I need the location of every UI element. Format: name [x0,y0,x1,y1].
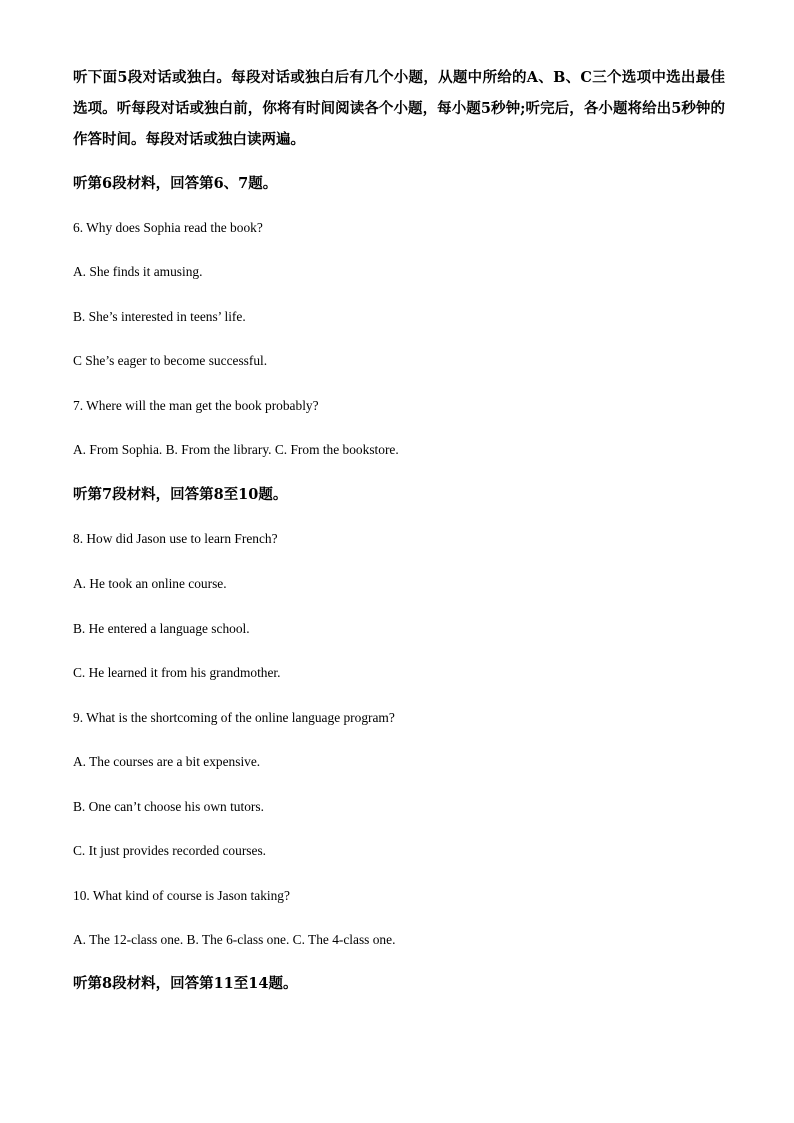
question-10: 10. What kind of course is Jason taking? [73,888,290,903]
question-7-options: A. From Sophia. B. From the library. C. From the bookstore. [73,442,399,457]
instructions-paragraph: 听下面5段对话或独白。每段对话或独白后有几个小题，从题中所给的A、B、C三个选项中选出最佳选项。听每段对话或独白前，你将有时间阅读各个小题，每小题5秒钟;听完后，各小题将给出5秒钟的作答时间。每段对话或独白读两遍。 [73,69,725,148]
question-8-option-c: C. He learned it from his grandmother. [73,665,281,680]
question-6: 6. Why does Sophia read the book? [73,220,263,235]
question-8-option-a: A. He took an online course. [73,576,227,591]
question-7: 7. Where will the man get the book probably? [73,398,319,413]
question-8: 8. How did Jason use to learn French? [73,531,278,546]
question-6-option-c: C She’s eager to become successful. [73,353,268,368]
question-8-option-b: B. He entered a language school. [73,621,250,636]
question-9-option-b: B. One can’t choose his own tutors. [73,799,264,814]
section-heading-7: 听第7段材料，回答第8至10题。 [73,486,288,503]
question-6-option-a: A. She finds it amusing. [73,264,203,279]
section-heading-8: 听第8段材料，回答第11至14题。 [73,975,298,992]
section-heading-6: 听第6段材料，回答第6、7题。 [73,175,278,192]
question-9-option-c: C. It just provides recorded courses. [73,843,267,858]
question-9: 9. What is the shortcoming of the online language program? [73,710,395,725]
question-6-option-b: B. She’s interested in teens’ life. [73,309,246,324]
question-10-options: A. The 12-class one. B. The 6-class one. C. The 4-class one. [73,932,396,947]
question-9-option-a: A. The courses are a bit expensive. [73,754,261,769]
